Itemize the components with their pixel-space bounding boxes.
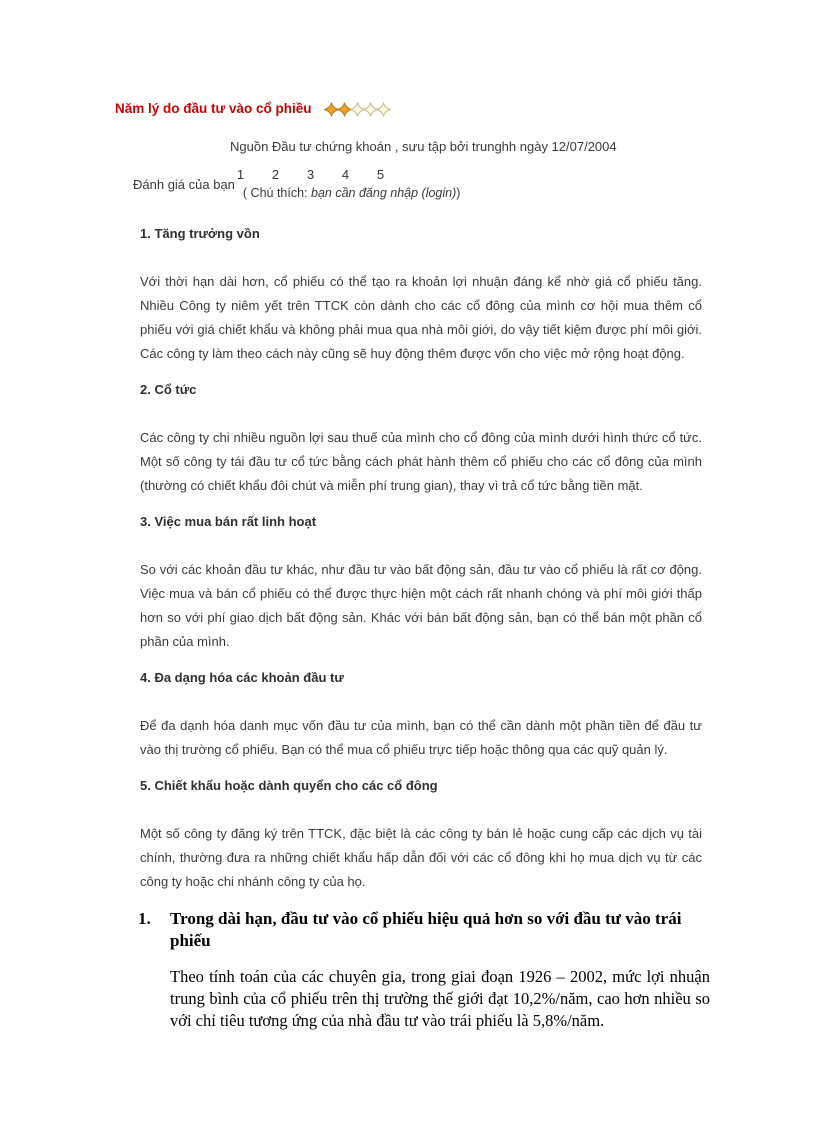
section-diversification — [140, 666, 702, 762]
rating-note-prefix: ( Chú thích: — [242, 186, 312, 200]
highlight-item-number: 1. — [138, 909, 151, 928]
section-paragraph: Một số công ty đăng ký trên TTCK, đặc biệt là các công ty bán lẻ hoặc cung cấp các dịch vụ tài chính, thường đưa ra những chiết khẩu hấp dẫn đối với các cổ đông khi họ mua dịch vụ từ các công ty hoặc chi nhánh công ty của họ. — [140, 826, 702, 889]
page-title: Năm lý do đầu tư vào cổ phiều — [115, 101, 312, 116]
highlight-heading: Trong dài hạn, đầu tư vào cổ phiếu hiệu quả hơn so với đầu tư vào trái phiếu — [170, 909, 682, 950]
section-paragraph: Với thời hạn dài hơn, cổ phiếu có thể tạo ra khoản lợi nhuận đáng kể nhờ giá cổ phiếu tăng. Nhiều Công ty niêm yết trên TTCK còn dành cho các cổ đông của mình cơ hội mua thêm cổ phiếu với giá chiết khẩu và không phải mua qua nhà môi giới, do vậy tiết kiệm được phí môi giới. Các công ty làm theo cách này cũng sẽ huy động thêm được vốn cho việc mở rộng hoạt động. — [140, 274, 702, 361]
rating-label: Đánh giá của bạn — [133, 176, 235, 192]
rating-note-login-hint: bạn cần đăng nhập (login) — [311, 186, 457, 200]
section-heading: 3. Việc mua bán rất linh hoạt — [140, 514, 317, 529]
section-dividends — [140, 378, 702, 498]
section-heading: 2. Cổ tức — [140, 382, 197, 397]
section-paragraph: Để đa dạnh hóa danh mục vốn đầu tư của mình, bạn có thể cần dành một phần tiền để đầu tư vào thị trường cổ phiếu. Bạn có thể mua cổ phiếu trực tiếp hoặc thông qua các quỹ quản lý. — [140, 718, 702, 757]
highlight-content — [170, 908, 710, 1032]
section-paragraph: Các công ty chi nhiều nguồn lợi sau thuế của mình cho cổ đông của mình dưới hình thức cổ tức. Một số công ty tái đầu tư cổ tức bằng cách phát hành thêm cổ phiếu cho các cổ đông của mình (thường có chiết khẩu đôi chút và miễn phí trung gian), thay vì trả cổ tức bằng tiền mặt. — [140, 430, 702, 493]
highlight-paragraph: Theo tính toán của các chuyên gia, trong giai đoạn 1926 – 2002, mức lợi nhuận trung bình của cổ phiếu trên thị trường thế giới đạt 10,2%/năm, cao hơn nhiều so với chỉ tiêu tương ứng của nhà đầu tư vào trái phiếu là 5,8%/năm. — [170, 967, 710, 1030]
section-paragraph: So với các khoản đầu tư khác, như đầu tư vào bất động sản, đầu tư vào cổ phiếu là rất cơ động. Việc mua và bán cổ phiếu có thể được thực hiện một cách rất nhanh chóng và phí môi giới thấp hơn so với phí giao dịch bất động sản. Khác với bán bất động sản, bạn có thể bán một phần cổ phần của mình. — [140, 562, 702, 649]
rating-note — [237, 184, 461, 202]
section-heading: 1. Tăng trưởng vồn — [140, 226, 260, 241]
section-capital-growth — [140, 222, 702, 366]
rating-option-4[interactable]: 4 — [341, 167, 350, 182]
rating-option-5[interactable]: 5 — [376, 167, 385, 182]
rating-note-suffix: ) — [456, 186, 461, 200]
sections-list — [140, 222, 702, 894]
rating-option-3[interactable]: 3 — [306, 167, 315, 182]
rating-options — [237, 166, 461, 184]
section-heading: 4. Đa dạng hóa các khoản đầu tư — [140, 670, 344, 685]
highlight-list-item — [138, 908, 710, 1032]
section-heading: 5. Chiết khẩu hoặc dành quyển cho các cổ đông — [140, 778, 438, 793]
source-line: Nguồn Đầu tư chứng khoán , sưu tập bởi trunghh ngày 12/07/2004 — [230, 139, 617, 154]
rating-option-1[interactable]: 1 — [236, 167, 245, 182]
rating-block — [115, 166, 705, 202]
star-empty-icon — [376, 102, 391, 117]
rating-stars — [326, 102, 391, 117]
rating-controls — [237, 166, 461, 202]
rating-option-2[interactable]: 2 — [271, 167, 280, 182]
section-shareholder-discounts — [140, 774, 702, 894]
section-flexible-trading — [140, 510, 702, 654]
title-row — [115, 100, 705, 118]
